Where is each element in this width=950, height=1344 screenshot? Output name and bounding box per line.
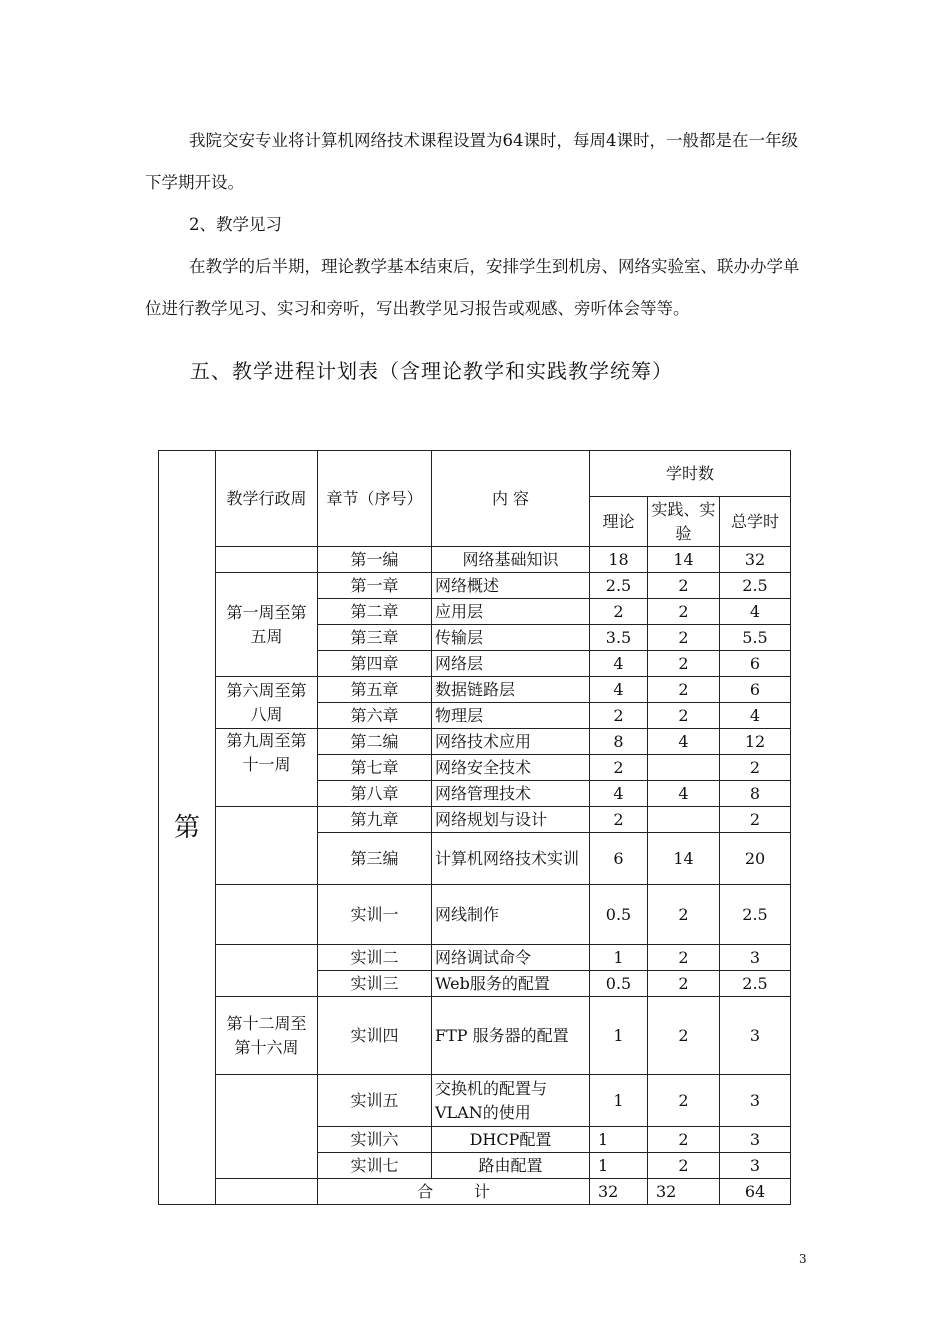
table-row: [159, 885, 791, 945]
theory-cell: 1: [590, 1127, 648, 1153]
chapter-cell: 实训七: [318, 1153, 432, 1179]
total-cell: 20: [720, 833, 791, 885]
content-cell: 物理层: [432, 703, 590, 729]
practice-cell: 14: [648, 547, 720, 573]
chapter-cell: 第六章: [318, 703, 432, 729]
total-label: 合 计: [318, 1179, 590, 1205]
content-cell: 网络管理技术: [432, 781, 590, 807]
table-row: [159, 1075, 791, 1127]
header-theory: 理论: [590, 497, 648, 547]
content-cell: 交换机的配置与VLAN的使用: [432, 1075, 590, 1127]
theory-cell: 2: [590, 807, 648, 833]
schedule-table: [158, 450, 791, 1205]
content-cell: DHCP配置: [432, 1127, 590, 1153]
chapter-cell: 实训二: [318, 945, 432, 971]
header-total: 总学时: [720, 497, 791, 547]
theory-cell: 0.5: [590, 971, 648, 997]
chapter-cell: 实训一: [318, 885, 432, 945]
week-group-3: 第九周至第十一周: [216, 729, 318, 807]
theory-cell: 8: [590, 729, 648, 755]
total-row: [159, 1179, 791, 1205]
theory-cell: 1: [590, 1075, 648, 1127]
practice-cell: 2: [648, 1153, 720, 1179]
content-cell: Web服务的配置: [432, 971, 590, 997]
practice-cell: [648, 807, 720, 833]
table-row: [159, 547, 791, 573]
practice-cell: 2: [648, 703, 720, 729]
chapter-cell: 第九章: [318, 807, 432, 833]
practice-cell: [648, 755, 720, 781]
week-cell-empty: [216, 807, 318, 885]
practice-cell: 2: [648, 1127, 720, 1153]
total-cell: 4: [720, 599, 791, 625]
total-cell: 2.5: [720, 971, 791, 997]
total-cell: 5.5: [720, 625, 791, 651]
total-practice: 32: [648, 1179, 720, 1205]
theory-cell: 4: [590, 651, 648, 677]
total-hours: 64: [720, 1179, 791, 1205]
practice-cell: 2: [648, 599, 720, 625]
total-cell: 32: [720, 547, 791, 573]
week-group-2: 第六周至第八周: [216, 677, 318, 729]
total-cell: 2: [720, 755, 791, 781]
week-group-4: 第十二周至第十六周: [216, 997, 318, 1075]
chapter-cell: 实训六: [318, 1127, 432, 1153]
chapter-cell: 第五章: [318, 677, 432, 703]
total-cell: 6: [720, 677, 791, 703]
total-cell: 2.5: [720, 573, 791, 599]
practice-cell: 2: [648, 1075, 720, 1127]
header-practice: 实践、实验: [648, 497, 720, 547]
chapter-cell: 第三章: [318, 625, 432, 651]
content-cell: FTP 服务器的配置: [432, 997, 590, 1075]
content-cell: 应用层: [432, 599, 590, 625]
week-cell-empty: [216, 1179, 318, 1205]
practice-paragraph: 在教学的后半期，理论教学基本结束后，安排学生到机房、网络实验室、联办办学单位进行教学见习、实习和旁听，写出教学见习报告或观感、旁听体会等等。: [145, 257, 800, 318]
theory-cell: 2: [590, 599, 648, 625]
theory-cell: 4: [590, 677, 648, 703]
chapter-cell: 第一章: [318, 573, 432, 599]
first-column-label: 第: [159, 451, 216, 1205]
intro-paragraph: 我院交安专业将计算机网络技术课程设置为64课时，每周4课时，一般都是在一年级下学期开设。: [145, 131, 798, 192]
theory-cell: 2.5: [590, 573, 648, 599]
content-cell: 网络技术应用: [432, 729, 590, 755]
chapter-cell: 第三编: [318, 833, 432, 885]
practice-cell: 2: [648, 625, 720, 651]
chapter-cell: 实训四: [318, 997, 432, 1075]
practice-cell: 2: [648, 651, 720, 677]
table-row: [159, 677, 791, 703]
chapter-cell: 第四章: [318, 651, 432, 677]
table-row: [159, 807, 791, 833]
chapter-cell: 第二章: [318, 599, 432, 625]
week-cell-empty: [216, 885, 318, 945]
theory-cell: 1: [590, 997, 648, 1075]
header-content: 内 容: [432, 451, 590, 547]
theory-cell: 0.5: [590, 885, 648, 945]
theory-cell: 6: [590, 833, 648, 885]
practice-cell: 2: [648, 971, 720, 997]
page-number: 3: [799, 1252, 807, 1266]
total-cell: 12: [720, 729, 791, 755]
theory-cell: 2: [590, 755, 648, 781]
practice-cell: 2: [648, 945, 720, 971]
content-cell: 传输层: [432, 625, 590, 651]
content-cell: 网络概述: [432, 573, 590, 599]
table-row: [159, 945, 791, 971]
total-cell: 2: [720, 807, 791, 833]
table-row: [159, 997, 791, 1075]
practice-cell: 4: [648, 781, 720, 807]
theory-cell: 18: [590, 547, 648, 573]
practice-cell: 2: [648, 573, 720, 599]
subheading-teaching-practice: 2、教学见习: [189, 215, 282, 234]
theory-cell: 3.5: [590, 625, 648, 651]
header-week: 教学行政周: [216, 451, 318, 547]
practice-cell: 2: [648, 885, 720, 945]
total-theory: 32: [590, 1179, 648, 1205]
content-cell: 网络安全技术: [432, 755, 590, 781]
chapter-cell: 第一编: [318, 547, 432, 573]
total-cell: 4: [720, 703, 791, 729]
theory-cell: 2: [590, 703, 648, 729]
chapter-cell: 实训五: [318, 1075, 432, 1127]
theory-cell: 4: [590, 781, 648, 807]
content-cell: 网络规划与设计: [432, 807, 590, 833]
content-cell: 计算机网络技术实训: [432, 833, 590, 885]
content-cell: 网络基础知识: [432, 547, 590, 573]
practice-cell: 2: [648, 677, 720, 703]
content-cell: 网络层: [432, 651, 590, 677]
chapter-cell: 第八章: [318, 781, 432, 807]
total-cell: 3: [720, 945, 791, 971]
content-cell: 网络调试命令: [432, 945, 590, 971]
chapter-cell: 实训三: [318, 971, 432, 997]
practice-cell: 4: [648, 729, 720, 755]
practice-cell: 14: [648, 833, 720, 885]
theory-cell: 1: [590, 945, 648, 971]
practice-cell: 2: [648, 997, 720, 1075]
chapter-cell: 第七章: [318, 755, 432, 781]
header-chapter: 章节（序号）: [318, 451, 432, 547]
table-row: [159, 729, 791, 755]
theory-cell: 1: [590, 1153, 648, 1179]
week-cell-empty: [216, 945, 318, 997]
content-cell: 网线制作: [432, 885, 590, 945]
week-cell-empty: [216, 547, 318, 573]
header-hours: 学时数: [590, 451, 791, 497]
total-cell: 3: [720, 1153, 791, 1179]
chapter-cell: 第二编: [318, 729, 432, 755]
total-cell: 8: [720, 781, 791, 807]
total-cell: 3: [720, 1075, 791, 1127]
total-cell: 3: [720, 997, 791, 1075]
week-cell-empty: [216, 1075, 318, 1179]
table-row: [159, 573, 791, 599]
total-cell: 3: [720, 1127, 791, 1153]
total-cell: 6: [720, 651, 791, 677]
header-row: [159, 451, 791, 497]
content-cell: 路由配置: [432, 1153, 590, 1179]
content-cell: 数据链路层: [432, 677, 590, 703]
total-cell: 2.5: [720, 885, 791, 945]
section-heading: 五、教学进程计划表（含理论教学和实践教学统筹）: [190, 359, 673, 383]
week-group-1: 第一周至第五周: [216, 573, 318, 677]
